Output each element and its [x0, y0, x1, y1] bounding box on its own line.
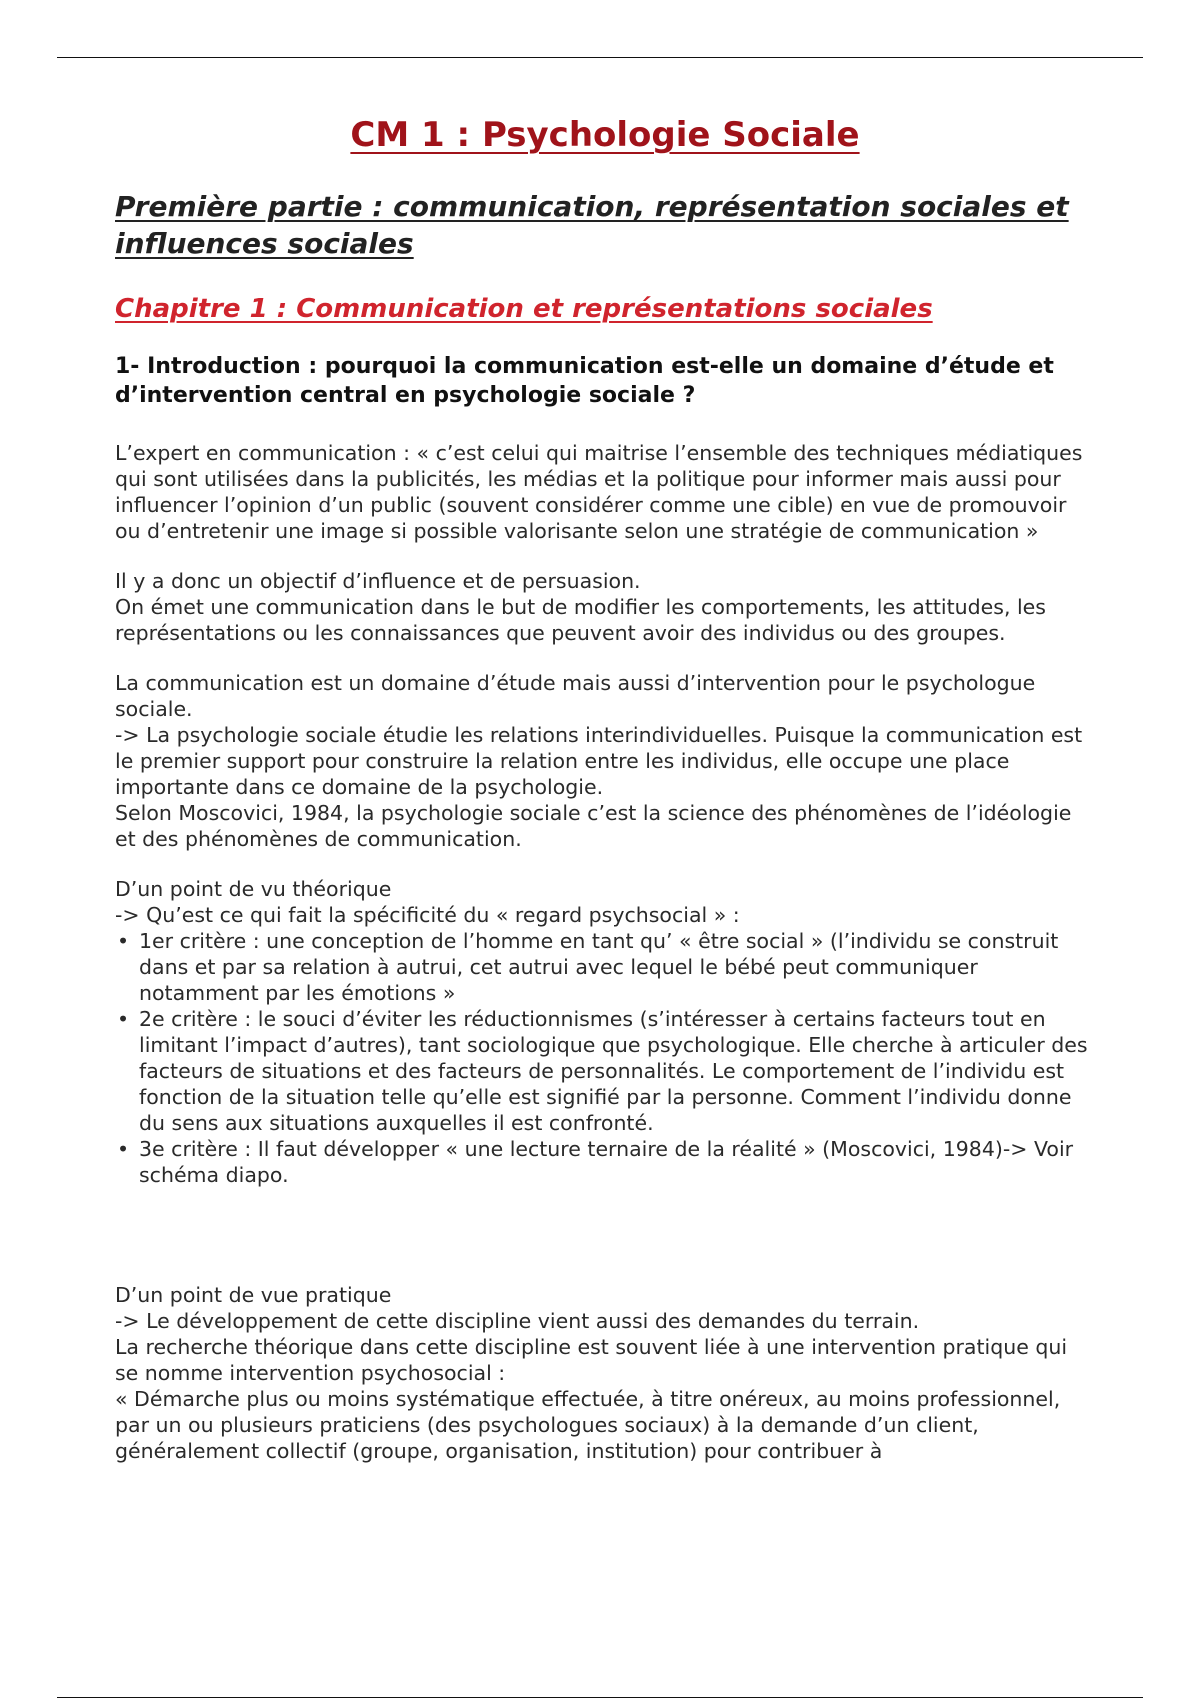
- paragraph-study-domain: La communication est un domaine d’étude mais aussi d’intervention pour le psychologue sociale.: [115, 671, 1036, 721]
- document-body: [115, 110, 1095, 1464]
- paragraph-theoretical-heading: D’un point de vu théorique: [115, 877, 392, 901]
- paragraph-psychosocial-gaze: -> Qu’est ce qui fait la spécificité du « regard psychsocial » :: [115, 903, 740, 927]
- bullet-icon: •: [117, 1137, 130, 1161]
- criterion-text: 3e critère : Il faut développer « une lecture ternaire de la réalité » (Moscovici, 1984)-> Voir schéma diapo.: [139, 1137, 1074, 1187]
- paragraph-interindividual-relations: -> La psychologie sociale étudie les relations interindividuelles. Puisque la communication est le premier support pour construire la relation entre les individus, elle occupe une place importante dans ce domaine de la psychologie.: [115, 723, 1083, 799]
- section-title: 1- Introduction : pourquoi la communication est-elle un domaine d’étude et d’intervention central en psychologie sociale ?: [115, 354, 1054, 408]
- paragraph-expert-definition: L’expert en communication : « c’est celui qui maitrise l’ensemble des techniques médiatiques qui sont utilisées dans la publicités, les médias et la politique pour informer mais aussi pour influencer l’opinion d’un public (souvent considérer comme une cible) en vue de promouvoir ou d’entretenir une image si possible valorisante selon une stratégie de communication »: [115, 441, 1083, 543]
- header-rule: [57, 57, 1143, 58]
- paragraph-communication-purpose: On émet une communication dans le but de modifier les comportements, les attitudes, les représentations ou les connaissances que peuvent avoir des individus ou des groupes.: [115, 595, 1046, 645]
- paragraph-intervention-definition: « Démarche plus ou moins systématique effectuée, à titre onéreux, au moins professionnel, par un ou plusieurs praticiens (des psychologues sociaux) à la demande d’un client, généralement collectif (groupe, organisation, institution) pour contribuer à: [115, 1387, 1061, 1463]
- paragraph-psychosocial-intervention: La recherche théorique dans cette discipline est souvent liée à une intervention pratique qui se nomme intervention psychosocial :: [115, 1335, 1068, 1385]
- document-title-text: CM 1 : Psychologie Sociale: [350, 115, 860, 155]
- paragraph-practical-heading: D’un point de vue pratique: [115, 1283, 392, 1307]
- criterion-text: 2e critère : le souci d’éviter les réductionnismes (s’intéresser à certains facteurs tout en limitant l’impact d’autres), tant sociologique que psychologique. Elle cherche à articuler des facteurs de situations et des facteurs de personnalités. Le comportement de l’individu est fonction de la situation telle qu’elle est signifié par la personne. Comment l’individu donne du sens aux situations auxquelles il est confronté.: [139, 1007, 1088, 1135]
- list-item: [115, 928, 1095, 1006]
- bullet-icon: •: [117, 929, 130, 953]
- paragraph-moscovici-definition: Selon Moscovici, 1984, la psychologie sociale c’est la science des phénomènes de l’idéologie et des phénomènes de communication.: [115, 801, 1072, 851]
- footer-rule: [57, 1697, 1143, 1698]
- paragraph-influence-objective: Il y a donc un objectif d’influence et de persuasion.: [115, 569, 641, 593]
- criteria-list: [115, 928, 1095, 1188]
- criterion-text: 1er critère : une conception de l’homme en tant qu’ « être social » (l’individu se construit dans et par sa relation à autrui, cet autrui avec lequel le bébé peut communiquer notamment par les émotions »: [139, 929, 1059, 1005]
- list-item: [115, 1136, 1095, 1188]
- part-title: Première partie : communication, représentation sociales et influences sociales: [115, 190, 1069, 260]
- paragraph-field-demands: -> Le développement de cette discipline vient aussi des demandes du terrain.: [115, 1309, 920, 1333]
- chapter-title: Chapitre 1 : Communication et représentations sociales: [115, 294, 933, 324]
- bullet-icon: •: [117, 1007, 130, 1031]
- document-title: [115, 110, 1095, 160]
- list-item: [115, 1006, 1095, 1136]
